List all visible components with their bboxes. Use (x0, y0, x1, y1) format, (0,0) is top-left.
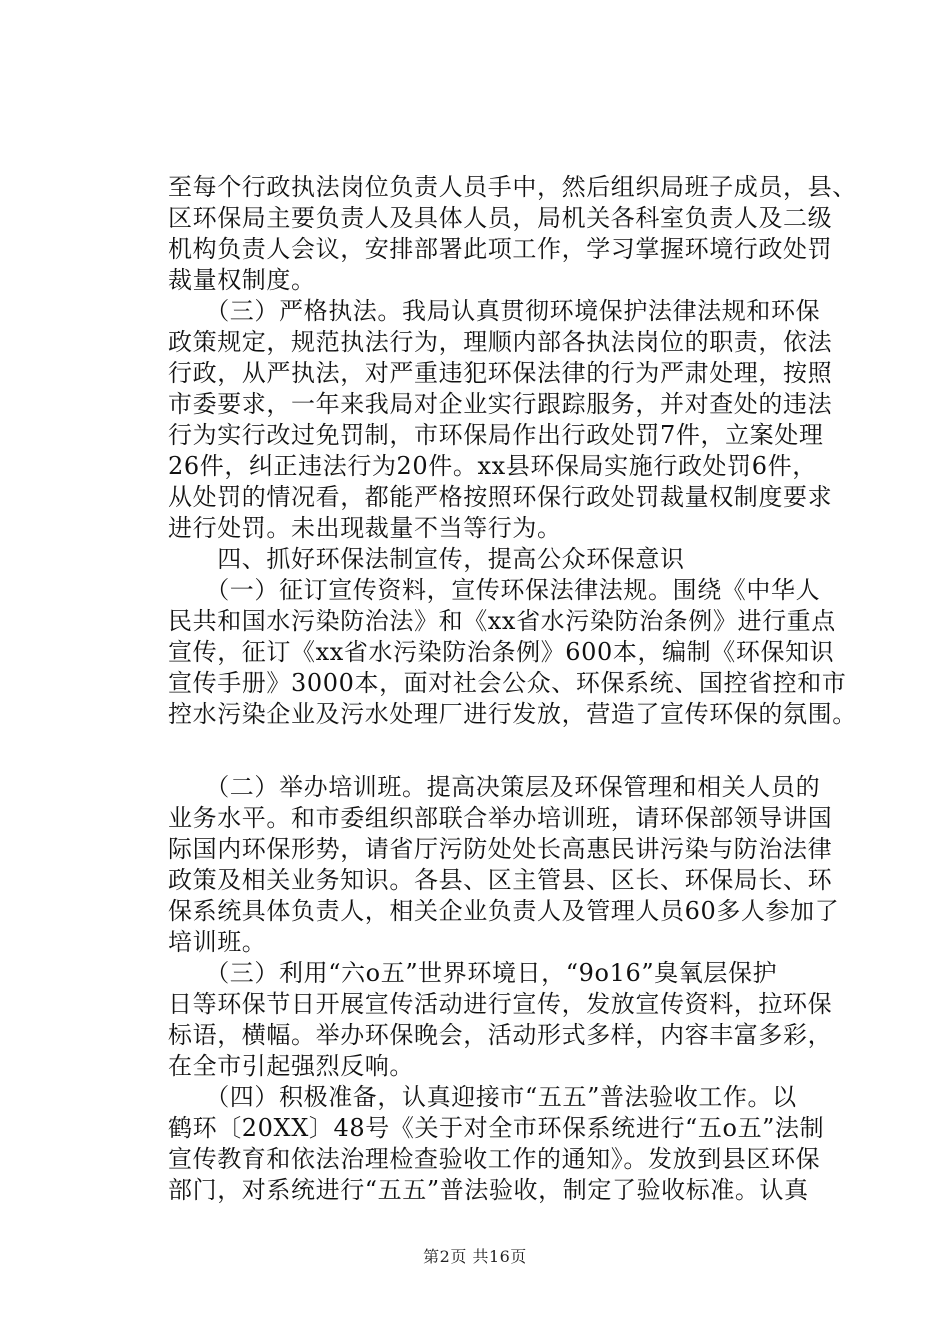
text-line: （四）积极准备，认真迎接市“五五”普法验收工作。以 (168, 1083, 797, 1111)
text-line: （二）举办培训班。提高决策层及环保管理和相关人员的 (168, 773, 821, 801)
text-line: 26件，纠正违法行为20件。xx县环保局实施行政处罚6件， (168, 452, 817, 480)
text-line: 标语，横幅。举办环保晚会，活动形式多样，内容丰富多彩， (168, 1021, 833, 1049)
text-line: 从处罚的情况看，都能严格按照环保行政处罚裁量权制度要求 (168, 483, 833, 511)
text-line: 民共和国水污染防治法》和《xx省水污染防治条例》进行重点 (168, 607, 836, 635)
paragraph-gap (168, 730, 840, 772)
text-line: （三）利用“六o五”世界环境日，“9o16”臭氧层保护 (168, 959, 778, 987)
text-line: 部门，对系统进行“五五”普法验收，制定了验收标准。认真 (168, 1176, 809, 1204)
text-line: 宣传手册》3000本，面对社会公众、环保系统、国控省控和市 (168, 669, 847, 697)
text-line: 区环保局主要负责人及具体人员，局机关各科室负责人及二级 (168, 204, 833, 232)
text-line: 政策及相关业务知识。各县、区主管县、区长、环保局长、环 (168, 866, 833, 894)
text-line: 宣传，征订《xx省水污染防治条例》600本，编制《环保知识 (168, 638, 835, 666)
text-line: 进行处罚。未出现裁量不当等行为。 (168, 514, 562, 542)
text-line: 日等环保节日开展宣传活动进行宣传，发放宣传资料，拉环保 (168, 990, 833, 1018)
text-line: 在全市引起强烈反响。 (168, 1052, 414, 1080)
text-line: 市委要求，一年来我局对企业实行跟踪服务，并对查处的违法 (168, 390, 833, 418)
text-line: 际国内环保形势，请省厅污防处处长高惠民讲污染与防治法律 (168, 835, 833, 863)
text-line: 鹤环〔20XX〕48号《关于对全市环保系统进行“五o五”法制 (168, 1114, 825, 1142)
text-line: 保系统具体负责人，相关企业负责人及管理人员60多人参加了 (168, 897, 840, 925)
page-number-footer: 第2页 共16页 (423, 1247, 527, 1266)
text-line: 行为实行改过免罚制，市环保局作出行政处罚7件，立案处理 (168, 421, 824, 449)
text-line: 培训班。 (168, 928, 267, 956)
text-line: 业务水平。和市委组织部联合举办培训班，请环保部领导讲国 (168, 804, 833, 832)
text-line: （一）征订宣传资料，宣传环保法律法规。围绕《中华人 (168, 576, 821, 604)
text-line: 行政，从严执法，对严重违犯环保法律的行为严肃处理，按照 (168, 359, 833, 387)
text-line: （三）严格执法。我局认真贯彻环境保护法律法规和环保 (168, 297, 821, 325)
text-line: 机构负责人会议，安排部署此项工作，学习掌握环境行政处罚 (168, 235, 833, 263)
text-line: 宣传教育和依法治理检查验收工作的通知》。发放到县区环保 (168, 1145, 821, 1173)
text-line: 裁量权制度。 (168, 266, 316, 294)
section-heading: 四、抓好环保法制宣传，提高公众环保意识 (168, 545, 685, 573)
text-line: 至每个行政执法岗位负责人员手中，然后组织局班子成员，县、 (168, 173, 857, 201)
text-line: 政策规定，规范执法行为，理顺内部各执法岗位的职责，依法 (168, 328, 833, 356)
body-text (168, 172, 857, 1206)
text-line: 控水污染企业及污水处理厂进行发放，营造了宣传环保的氛围。 (168, 700, 857, 728)
